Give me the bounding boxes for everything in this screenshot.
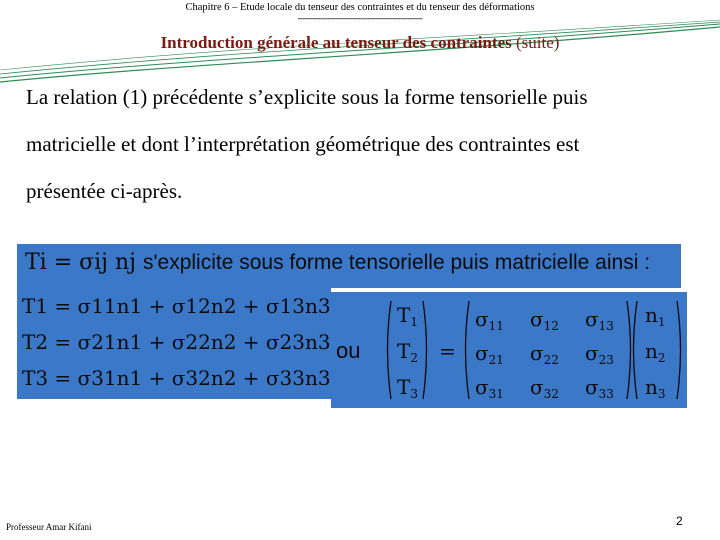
title-suite: (suite) — [515, 33, 560, 52]
equation-1: T1 = σ11n1 + σ12n2 + σ13n3 — [22, 294, 331, 318]
svg-text:n2: $n_2$ — [645, 339, 666, 365]
general-formula-text: s'explicite sous forme tensorielle puis matricielle ainsi : — [143, 251, 651, 274]
svg-text:σ13: $\sigma_{13}$ — [585, 307, 614, 333]
or-word: ou — [336, 338, 361, 363]
svg-text:σ11: $\sigma_{11}$ — [475, 307, 504, 333]
body-line-2: matricielle et dont l’interprétation géométrique des contraintes est — [26, 132, 580, 156]
body-paragraph — [26, 74, 696, 215]
svg-text:σ33: $\sigma_{33}$ — [585, 375, 614, 401]
body-line-1: La relation (1) précédente s’explicite sous la forme tensorielle puis — [26, 85, 588, 109]
general-formula: Ti = σij nj — [25, 250, 136, 275]
svg-text:T3: $T_3$ — [397, 375, 418, 401]
chapter-header: Chapitre 6 – Etude locale du tenseur des contraintes et du tenseur des déformations — [185, 2, 535, 13]
slide-title — [0, 33, 720, 53]
title-main: Introduction générale au tenseur des contraintes — [160, 33, 512, 52]
svg-text:σ32: $\sigma_{32}$ — [530, 375, 559, 401]
svg-text:σ21: $\sigma_{21}$ — [475, 341, 504, 367]
general-relation — [25, 250, 650, 275]
page-number: 2 — [676, 514, 683, 528]
svg-text:n3: $n_3$ — [645, 375, 666, 401]
matrix-equation — [383, 298, 683, 402]
svg-text:σ12: $\sigma_{12}$ — [530, 307, 559, 333]
svg-text:n1: $n_1$ — [645, 303, 666, 329]
svg-text:σ22: $\sigma_{22}$ — [530, 341, 559, 367]
svg-text:σ23: $\sigma_{23}$ — [585, 341, 614, 367]
svg-text:=: = — [439, 339, 456, 363]
svg-text:σ31: $\sigma_{31}$ — [475, 375, 504, 401]
header-dashes: -------------------------------------------------- — [297, 13, 423, 23]
equation-2: T2 = σ21n1 + σ22n2 + σ23n3 — [22, 330, 331, 354]
body-line-3: présentée ci-après. — [26, 179, 183, 203]
svg-text:T1: $T_1$ — [397, 303, 418, 329]
equation-3: T3 = σ31n1 + σ32n2 + σ33n3 — [22, 366, 331, 390]
footer-author: Professeur Amar Kifani — [6, 522, 92, 532]
svg-text:T2: $T_2$ — [397, 339, 418, 365]
